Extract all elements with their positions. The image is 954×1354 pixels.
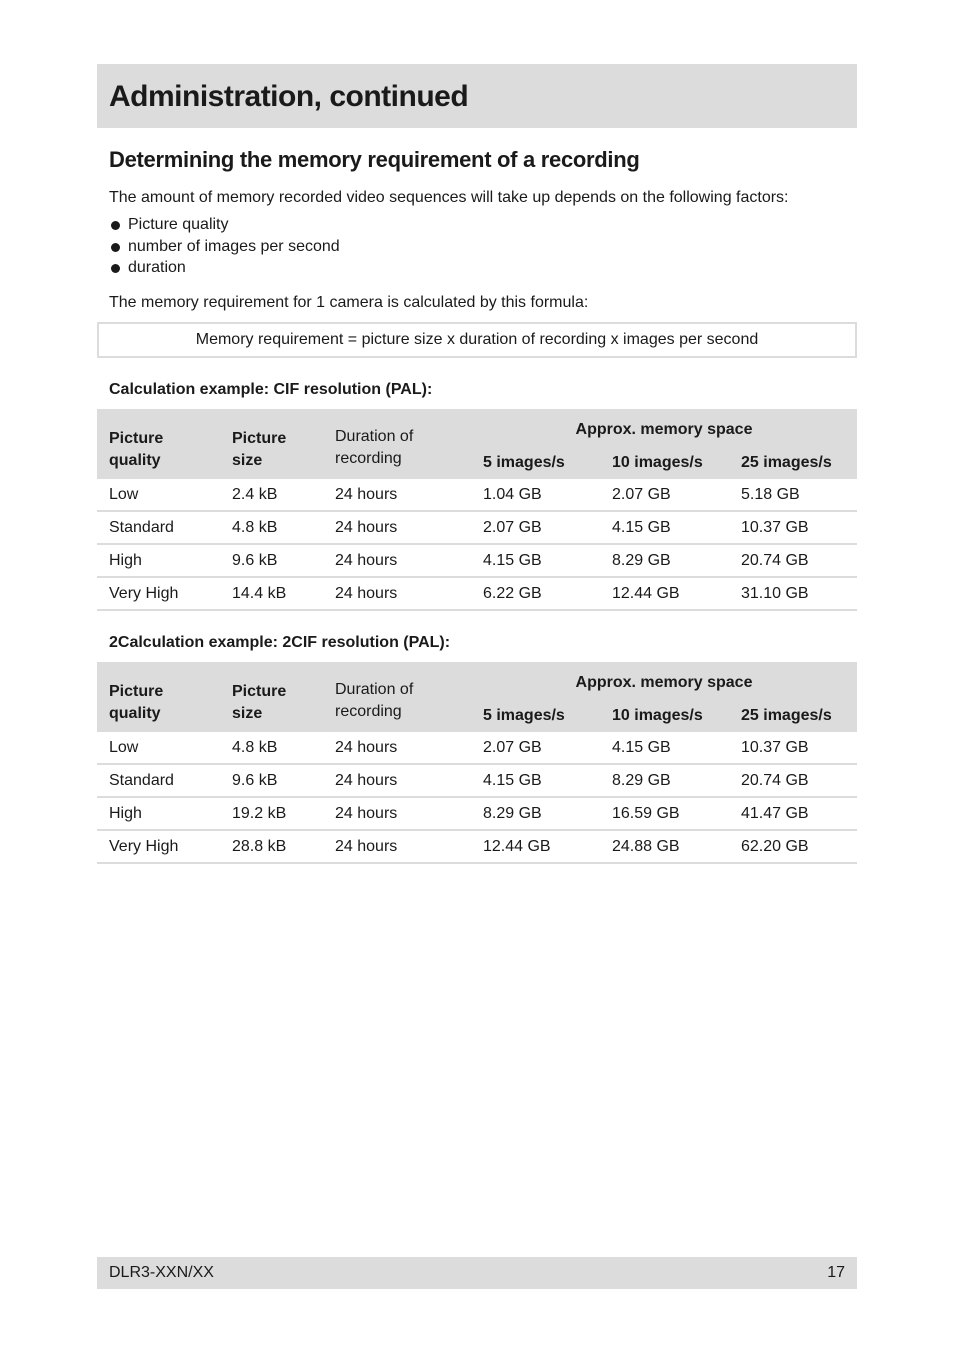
cell-5-images: 12.44 GB [471, 830, 600, 863]
bullet-icon [111, 264, 120, 273]
header-duration: Duration of recording [323, 409, 471, 479]
cell-10-images: 8.29 GB [600, 544, 729, 577]
footer-model: DLR3-XXN/XX [109, 1264, 214, 1281]
list-item-label: duration [128, 259, 186, 276]
cell-25-images: 41.47 GB [729, 797, 857, 830]
table-row [97, 511, 857, 544]
cell-5-images: 4.15 GB [471, 764, 600, 797]
list-item-label: Picture quality [128, 216, 229, 233]
table-row [97, 544, 857, 577]
cell-25-images: 5.18 GB [729, 479, 857, 511]
header-10-images: 10 images/s [600, 699, 729, 732]
cell-10-images: 2.07 GB [600, 479, 729, 511]
cell-5-images: 6.22 GB [471, 577, 600, 610]
cell-10-images: 8.29 GB [600, 764, 729, 797]
cell-size: 19.2 kB [220, 797, 323, 830]
cell-25-images: 10.37 GB [729, 732, 857, 764]
table-caption: Calculation example: CIF resolution (PAL): [109, 380, 433, 398]
cell-size: 28.8 kB [220, 830, 323, 863]
cell-25-images: 31.10 GB [729, 577, 857, 610]
cell-duration: 24 hours [323, 764, 471, 797]
header-duration: Duration of recording [323, 662, 471, 732]
list-item-label: number of images per second [128, 237, 340, 255]
cell-quality: Very High [97, 577, 220, 610]
header-25-images: 25 images/s [729, 446, 857, 479]
cell-duration: 24 hours [323, 830, 471, 863]
title-bar [97, 64, 857, 128]
memory-table-cif [97, 409, 857, 611]
memory-table-2cif [97, 662, 857, 864]
cell-5-images: 4.15 GB [471, 544, 600, 577]
cell-size: 4.8 kB [220, 511, 323, 544]
bullet-icon [111, 243, 120, 252]
header-picture-quality: Picture quality [97, 662, 220, 732]
header-memory-space: Approx. memory space [471, 409, 857, 446]
bullet-icon [111, 221, 120, 230]
cell-25-images: 20.74 GB [729, 764, 857, 797]
header-5-images: 5 images/s [471, 446, 600, 479]
cell-duration: 24 hours [323, 544, 471, 577]
formula-intro: The memory requirement for 1 camera is calculated by this formula: [109, 293, 589, 311]
table-row [97, 479, 857, 511]
cell-25-images: 62.20 GB [729, 830, 857, 863]
footer-page-number: 17 [827, 1264, 845, 1281]
cell-5-images: 1.04 GB [471, 479, 600, 511]
header-5-images: 5 images/s [471, 699, 600, 732]
page-footer [97, 1257, 857, 1289]
table-caption: 2Calculation example: 2CIF resolution (PAL): [109, 633, 451, 651]
header-25-images: 25 images/s [729, 699, 857, 732]
cell-quality: High [97, 797, 220, 830]
cell-25-images: 20.74 GB [729, 544, 857, 577]
cell-quality: Low [97, 732, 220, 764]
cell-10-images: 12.44 GB [600, 577, 729, 610]
cell-size: 2.4 kB [220, 479, 323, 511]
cell-quality: Standard [97, 511, 220, 544]
factor-list [109, 214, 857, 279]
cell-duration: 24 hours [323, 797, 471, 830]
cell-quality: High [97, 544, 220, 577]
cell-10-images: 4.15 GB [600, 732, 729, 764]
formula-box [97, 322, 857, 358]
cell-5-images: 8.29 GB [471, 797, 600, 830]
header-picture-size: Picture size [220, 409, 323, 479]
list-item [109, 214, 857, 236]
cell-size: 9.6 kB [220, 544, 323, 577]
table-row [97, 830, 857, 863]
cell-duration: 24 hours [323, 511, 471, 544]
cell-quality: Low [97, 479, 220, 511]
section-heading: Determining the memory requirement of a recording [109, 147, 640, 172]
list-item [109, 236, 857, 258]
table-row [97, 577, 857, 610]
cell-10-images: 24.88 GB [600, 830, 729, 863]
cell-size: 14.4 kB [220, 577, 323, 610]
formula-text: Memory requirement = picture size x duration of recording x images per second [195, 330, 759, 348]
cell-size: 4.8 kB [220, 732, 323, 764]
cell-duration: 24 hours [323, 479, 471, 511]
header-10-images: 10 images/s [600, 446, 729, 479]
header-picture-quality: Picture quality [97, 409, 220, 479]
page-title: Administration, continued [109, 80, 469, 113]
table-row [97, 797, 857, 830]
list-item [109, 257, 857, 279]
table-row [97, 732, 857, 764]
cell-5-images: 2.07 GB [471, 732, 600, 764]
header-memory-space: Approx. memory space [471, 662, 857, 699]
cell-quality: Very High [97, 830, 220, 863]
cell-quality: Standard [97, 764, 220, 797]
cell-10-images: 4.15 GB [600, 511, 729, 544]
cell-duration: 24 hours [323, 577, 471, 610]
header-picture-size: Picture size [220, 662, 323, 732]
cell-duration: 24 hours [323, 732, 471, 764]
cell-size: 9.6 kB [220, 764, 323, 797]
cell-25-images: 10.37 GB [729, 511, 857, 544]
table-row [97, 764, 857, 797]
cell-5-images: 2.07 GB [471, 511, 600, 544]
intro-paragraph: The amount of memory recorded video sequences will take up depends on the following factors: [109, 189, 789, 206]
cell-10-images: 16.59 GB [600, 797, 729, 830]
document-page [97, 64, 857, 864]
